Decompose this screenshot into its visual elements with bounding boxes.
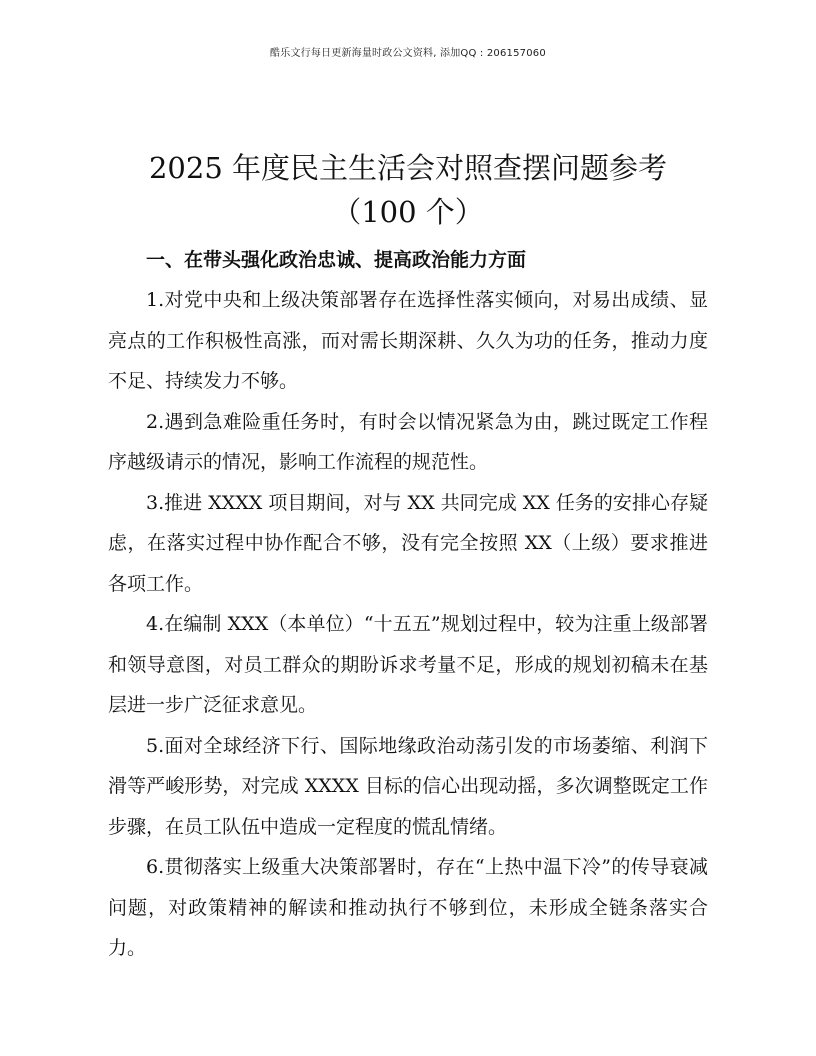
paragraph-item-6: 6.贯彻落实上级重大决策部署时，存在“上热中温下冷”的传导衰减问题，对政策精神的解读和推动执行不够到位，未形成全链条落实合力。: [108, 856, 708, 959]
paragraph-item-1: 1.对党中央和上级决策部署存在选择性落实倾向，对易出成绩、显亮点的工作积极性高涨，而对需长期深耕、久久为功的任务，推动力度不足、持续发力不够。: [108, 289, 708, 392]
paragraph-item-4: 4.在编制 XXX（本单位）“十五五”规划过程中，较为注重上级部署和领导意图，对员工群众的期盼诉求考量不足，形成的规划初稿未在基层进一步广泛征求意见。: [108, 613, 708, 716]
paragraph-item-3: 3.推进 XXXX 项目期间，对与 XX 共同完成 XX 任务的安排心存疑虑，在落实过程中协作配合不够，没有完全按照 XX（上级）要求推进各项工作。: [108, 491, 708, 595]
header-note: 酷乐文行每日更新海量时政公文资料, 添加QQ : 206157060: [270, 48, 546, 59]
paragraph-item-5: 5.面对全球经济下行、国际地缘政治动荡引发的市场萎缩、利润下滑等严峻形势，对完成 XXXX 目标的信心出现动摇，多次调整既定工作步骤，在员工队伍中造成一定程度的慌乱情绪。: [108, 734, 708, 838]
document-body: [108, 240, 708, 969]
paragraph-item-2: 2.遇到急难险重任务时，有时会以情况紧急为由，跳过既定工作程序越级请示的情况，影响工作流程的规范性。: [108, 410, 708, 473]
document-title: 2025 年度民主生活会对照查摆问题参考（100 个）: [148, 151, 668, 229]
section-heading: 一、在带头强化政治忠诚、提高政治能力方面: [146, 249, 527, 271]
